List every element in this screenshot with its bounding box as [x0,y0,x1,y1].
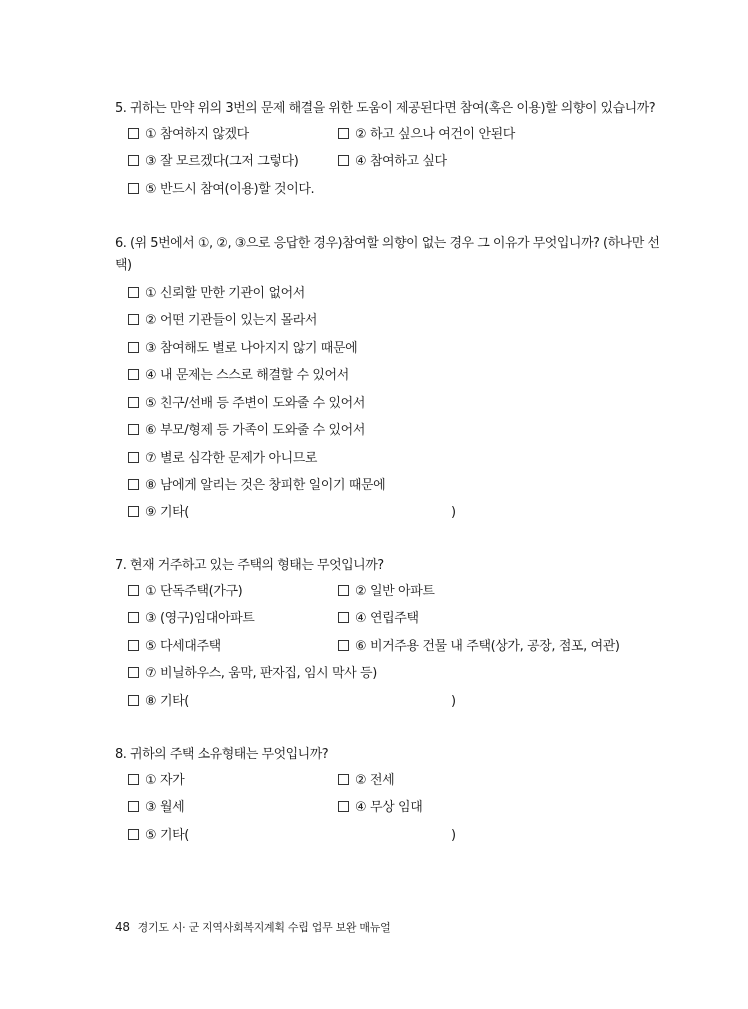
q6-option-1[interactable]: ① 신뢰할 만한 기관이 없어서 [128,285,305,303]
checkbox-icon[interactable] [128,829,139,840]
q7-option-6[interactable]: ⑥ 비거주용 건물 내 주택(상가, 공장, 점포, 여관) [338,638,620,656]
q7-option-7[interactable]: ⑦ 비닐하우스, 움막, 판자집, 임시 막사 등) [128,665,377,683]
q7-option-2[interactable]: ② 일반 아파트 [338,583,435,601]
checkbox-icon[interactable] [338,612,349,623]
q6-option-3[interactable]: ③ 참여해도 별로 나아지지 않기 때문에 [128,340,357,358]
checkbox-icon[interactable] [128,479,139,490]
q8-option-4[interactable]: ④ 무상 임대 [338,799,422,817]
checkbox-icon[interactable] [338,155,349,166]
question-5: 5. 귀하는 만약 위의 3번의 문제 해결을 위한 도움이 제공된다면 참여(혹은 이용)할 의향이 있습니까? [115,101,656,116]
q8-option-3[interactable]: ③ 월세 [128,799,184,817]
checkbox-icon[interactable] [338,640,349,651]
checkbox-icon[interactable] [128,287,139,298]
q8-option-5[interactable]: ⑤ 기타( [128,827,189,845]
q6-option-6[interactable]: ⑥ 부모/형제 등 가족이 도와줄 수 있어서 [128,422,365,440]
checkbox-icon[interactable] [128,801,139,812]
checkbox-icon[interactable] [128,640,139,651]
q6-option-2[interactable]: ② 어떤 기관들이 있는지 몰라서 [128,312,317,330]
q7-option-3[interactable]: ③ (영구)임대아파트 [128,610,254,628]
checkbox-icon[interactable] [128,667,139,678]
checkbox-icon[interactable] [128,397,139,408]
q6-option-5[interactable]: ⑤ 친구/선배 등 주변이 도와줄 수 있어서 [128,395,365,413]
checkbox-icon[interactable] [128,369,139,380]
page-footer [115,920,390,935]
checkbox-icon[interactable] [128,342,139,353]
q5-option-3[interactable]: ③ 잘 모르겠다(그저 그렇다) [128,153,298,171]
checkbox-icon[interactable] [338,585,349,596]
question-7: 7. 현재 거주하고 있는 주택의 형태는 무엇입니까? [115,558,384,573]
q7-option-4[interactable]: ④ 연립주택 [338,610,419,628]
checkbox-icon[interactable] [338,774,349,785]
page-number: 48 [115,920,130,934]
checkbox-icon[interactable] [128,774,139,785]
checkbox-icon[interactable] [128,155,139,166]
q7-option-8[interactable]: ⑧ 기타( [128,693,189,711]
checkbox-icon[interactable] [128,695,139,706]
checkbox-icon[interactable] [128,128,139,139]
question-6: 6. (위 5번에서 ①, ②, ③으로 응답한 경우)참여할 의향이 없는 경우 그 이유가 무엇입니까? (하나만 선택) [115,236,660,273]
q8-option-1[interactable]: ① 자가 [128,772,184,790]
q5-option-5[interactable]: ⑤ 반드시 참여(이용)할 것이다. [128,181,314,199]
q6-option-9[interactable]: ⑨ 기타( [128,504,189,522]
q6-option-7[interactable]: ⑦ 별로 심각한 문제가 아니므로 [128,450,317,468]
footer-title: 경기도 시· 군 지역사회복지계획 수립 업무 보완 매뉴얼 [137,921,391,934]
q8-option-2[interactable]: ② 전세 [338,772,394,790]
checkbox-icon[interactable] [338,801,349,812]
question-8: 8. 귀하의 주택 소유형태는 무엇입니까? [115,747,329,762]
q6-option-4[interactable]: ④ 내 문제는 스스로 해결할 수 있어서 [128,367,349,385]
checkbox-icon[interactable] [128,612,139,623]
q5-option-2[interactable]: ② 하고 싶으나 여건이 안된다 [338,126,515,144]
checkbox-icon[interactable] [128,424,139,435]
q6-other-close-paren: ) [451,505,457,520]
checkbox-icon[interactable] [128,452,139,463]
q7-other-close-paren: ) [451,694,457,709]
checkbox-icon[interactable] [338,128,349,139]
q5-option-4[interactable]: ④ 참여하고 싶다 [338,153,447,171]
checkbox-icon[interactable] [128,183,139,194]
q6-option-8[interactable]: ⑧ 남에게 알리는 것은 창피한 일이기 때문에 [128,477,385,495]
q5-option-1[interactable]: ① 참여하지 않겠다 [128,126,249,144]
q7-option-5[interactable]: ⑤ 다세대주택 [128,638,221,656]
q8-other-close-paren: ) [451,828,457,843]
checkbox-icon[interactable] [128,314,139,325]
q7-option-1[interactable]: ① 단독주택(가구) [128,583,242,601]
checkbox-icon[interactable] [128,585,139,596]
checkbox-icon[interactable] [128,506,139,517]
